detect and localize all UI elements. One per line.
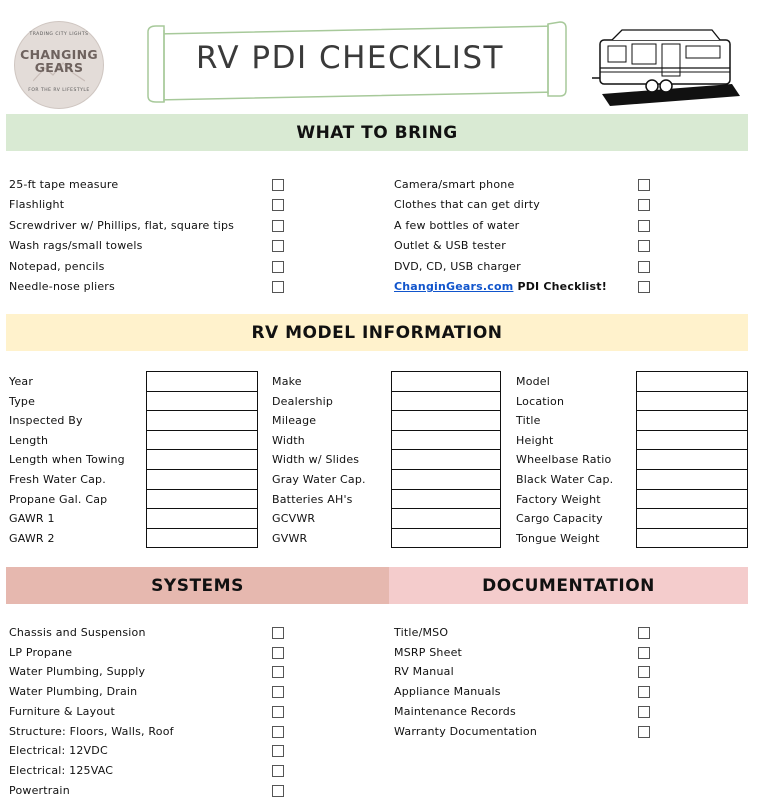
documentation-item-label: Appliance Manuals [394,685,501,699]
model-field-input[interactable] [391,508,501,529]
bring-item-label: A few bottles of water [394,218,520,232]
model-field-label: Inspected By [9,414,83,428]
model-field-label: Dealership [272,394,334,408]
checkbox[interactable] [272,220,284,232]
model-field-label: Batteries AH's [272,492,353,506]
documentation-item-label: MSRP Sheet [394,645,463,659]
checkbox[interactable] [272,765,284,777]
bring-item-label: Wash rags/small towels [9,239,143,253]
model-field-input[interactable] [391,391,501,412]
systems-item-label: Structure: Floors, Walls, Roof [9,724,174,738]
link-suffix: PDI Checklist! [513,280,607,293]
bring-item-label: 25-ft tape measure [9,178,119,191]
model-field-input[interactable] [391,371,501,392]
bring-item-label: Flashlight [9,198,65,212]
model-field-input[interactable] [146,430,258,451]
checkbox[interactable] [272,240,284,252]
checkbox[interactable] [272,179,284,191]
model-field-label: GAWR 1 [9,512,55,526]
model-field-input[interactable] [636,410,748,431]
checkbox[interactable] [272,745,284,757]
model-field-input[interactable] [391,469,501,490]
model-field-input[interactable] [636,489,748,510]
model-field-label: Black Water Cap. [516,473,614,486]
checkbox[interactable] [638,199,650,211]
model-field-label: Tongue Weight [516,531,600,545]
model-field-label: Fresh Water Cap. [9,473,106,486]
checkbox[interactable] [272,785,284,797]
model-field-label: Width [272,433,305,447]
systems-item-label: Water Plumbing, Drain [9,685,138,699]
model-field-input[interactable] [146,469,258,490]
bring-item-label: Outlet & USB tester [394,239,506,253]
documentation-item-label: Maintenance Records [394,704,516,718]
model-field-label: Mileage [272,414,317,428]
checkbox[interactable] [638,220,650,232]
bring-item-label: Screwdriver w/ Phillips, flat, square tips [9,218,235,232]
bring-item-label: Camera/smart phone [394,178,515,191]
checkbox[interactable] [272,706,284,718]
page-title: RV PDI CHECKLIST [195,40,504,76]
checkbox[interactable] [638,240,650,252]
systems-item-label: Powertrain [9,783,70,797]
logo-text [15,48,103,74]
model-field-input[interactable] [636,430,748,451]
checkbox[interactable] [272,666,284,678]
model-field-label: Make [272,375,302,388]
model-field-label: Location [516,394,565,408]
checkbox[interactable] [638,706,650,718]
systems-item-label: Electrical: 125VAC [9,763,114,777]
model-field-label: Width w/ Slides [272,453,360,467]
model-field-label: Gray Water Cap. [272,473,366,486]
model-field-label: GCVWR [272,512,316,526]
checkbox[interactable] [638,666,650,678]
checkbox[interactable] [272,281,284,293]
model-field-label: Cargo Capacity [516,512,603,526]
model-field-label: GVWR [272,531,308,545]
model-field-input[interactable] [391,410,501,431]
checkbox[interactable] [272,199,284,211]
section-rv-model-info: RV MODEL INFORMATION [6,314,748,351]
systems-item-label: LP Propane [9,645,73,659]
section-what-to-bring: WHAT TO BRING [6,114,748,151]
model-field-label: Height [516,433,554,447]
bring-item-label: Clothes that can get dirty [394,198,540,212]
bring-item-label: Notepad, pencils [9,259,105,273]
checkbox[interactable] [272,627,284,639]
checkbox[interactable] [272,647,284,659]
checkbox[interactable] [638,179,650,191]
model-field-label: Length [9,433,49,447]
model-field-label: Model [516,375,551,388]
model-field-input[interactable] [636,508,748,529]
checkbox[interactable] [638,726,650,738]
model-field-input[interactable] [636,449,748,470]
checkbox[interactable] [638,261,650,273]
checkbox[interactable] [272,686,284,698]
model-field-input[interactable] [636,371,748,392]
model-field-input[interactable] [636,391,748,412]
model-field-input[interactable] [391,489,501,510]
documentation-item-label: RV Manual [394,665,454,679]
model-field-label: Length when Towing [9,453,125,467]
documentation-item-label: Warranty Documentation [394,724,537,738]
checkbox[interactable] [638,281,650,293]
bring-item-label: DVD, CD, USB charger [394,259,521,273]
checkbox[interactable] [638,627,650,639]
model-field-input[interactable] [391,449,501,470]
model-field-input[interactable] [146,449,258,470]
model-field-label: Wheelbase Ratio [516,453,612,467]
model-field-input[interactable] [391,528,501,549]
model-field-input[interactable] [146,508,258,529]
model-field-label: Factory Weight [516,492,601,506]
logo-badge [14,21,104,109]
model-field-label: Propane Gal. Cap [9,492,108,506]
logo-line1: CHANGING [20,47,98,62]
model-field-input[interactable] [146,528,258,549]
model-field-input[interactable] [146,371,258,392]
systems-item-label: Water Plumbing, Supply [9,665,146,679]
systems-item-label: Electrical: 12VDC [9,744,108,758]
documentation-item-label: Title/MSO [394,626,449,639]
model-field-label: GAWR 2 [9,531,55,545]
checkbox[interactable] [638,686,650,698]
checkbox[interactable] [272,726,284,738]
model-field-input[interactable] [636,528,748,549]
logo-bottom-text: FOR THE RV LIFESTYLE [28,88,90,93]
website-link[interactable]: ChanginGears.com [394,280,514,293]
model-field-input[interactable] [146,391,258,412]
section-documentation: DOCUMENTATION [389,567,748,604]
model-field-input[interactable] [636,469,748,490]
model-field-label: Type [9,394,36,408]
bring-item-label: Needle-nose pliers [9,280,115,293]
section-systems: SYSTEMS [6,567,389,604]
model-field-input[interactable] [146,410,258,431]
systems-item-label: Chassis and Suspension [9,626,146,639]
model-field-input[interactable] [146,489,258,510]
rv-trailer-illustration [592,22,740,106]
checkbox[interactable] [638,647,650,659]
logo-top-text: TRADING CITY LIGHTS [29,32,89,37]
model-field-label: Year [9,375,34,388]
logo-line2: GEARS [34,60,84,75]
model-field-label: Title [516,414,541,428]
model-field-input[interactable] [391,430,501,451]
systems-item-label: Furniture & Layout [9,704,115,718]
checkbox[interactable] [272,261,284,273]
checklist-link-row [394,280,607,293]
